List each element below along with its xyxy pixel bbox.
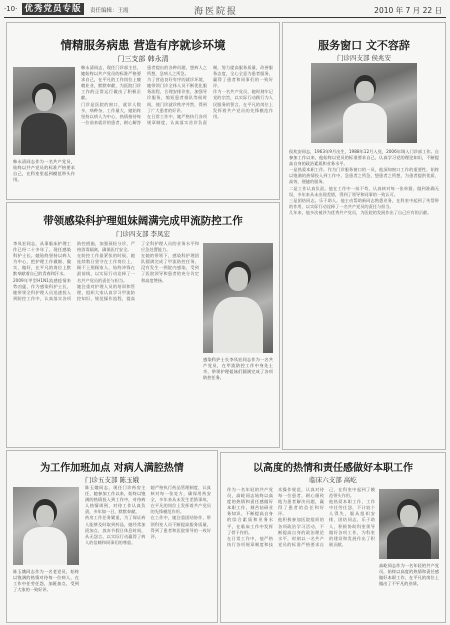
paragraph: 在日常工作中，她严格执行各项规章制度，认真落实首诊负责制，努力提高服务质量，改善服务态度，全心全意为患者服务，赢得了患者和同事们的一致好评。	[147, 65, 273, 125]
paragraph: 门诊是医院的窗口，就诊人数多，病种杂，工作量大，她始终坚持以病人为中心，热情接待每一位前来就诊的患者，耐心解答患者提出的各种问题，想病人之所想，急病人之所急。	[81, 65, 207, 125]
paragraph: 三是团结同志，乐于助人。他主动帮助新同志熟悉业务，在科室中起到了传帮带的作用，以实际行动诠释了一名共产党员的责任与担当。	[289, 197, 439, 209]
article-title: 情精服务病患 营造有序就诊环境	[60, 38, 226, 52]
paragraph: 一是热爱本职工作。作为门诊服务窗口的一员，他深知窗口工作的重要性，始终以饱满的热情投入到工作中，急患者之所急，想患者之所想，为患者提供优质、高效、便捷的服务。	[289, 167, 439, 185]
section-tag: 优秀党员专版	[22, 3, 84, 15]
article-title: 带领感染科护理姐妹阔满完成甲流防控工作	[43, 215, 243, 227]
author-photo	[13, 487, 79, 565]
article-4	[6, 450, 218, 623]
editor-credit: 责任编辑：王霞	[90, 8, 129, 14]
paragraph: 在防控工作最紧张的时候，她连续数日坚守在工作岗位上，顾不上照顾家人，始终冲锋在最前线，以实际行动诠释了一名共产党员的责任与担当。	[77, 253, 135, 283]
article-body	[13, 241, 199, 441]
paragraph: 在工作中，她注重团结协作，带领科室人员不断提高服务质量，得到了患者和医院领导的一致好评。	[150, 515, 211, 539]
photo-caption: 高屹同志作为一名年轻的共产党员，始终以高度的热情和责任感做好本职工作，在平凡的岗位上做出了不平凡的业绩。	[379, 563, 439, 586]
article-title: 服务窗口 文不容辞	[318, 39, 410, 52]
article-body	[85, 485, 211, 617]
article-byline: 门诊五支部 陈玉娥	[84, 476, 140, 484]
paragraph: 作为一名共产党员，她时刻牢记党的宗旨，以实际行动践行为人民服务的誓言，在平凡的岗位上发挥着共产党员的先锋模范作用。	[213, 89, 273, 119]
article-title: 为工作加班加点 对病人满腔热情	[40, 463, 184, 474]
paragraph: 她注重对护理人员的培训和管理，组织大家认真学习甲流防控知识，规范操作流程，提高了全科护理人员的业务水平和应急处置能力。	[77, 241, 199, 301]
paragraph: 几年来，他多次被评为优秀共产党员，为医院的发展作出了自己应有的贡献。	[289, 209, 432, 215]
author-photo	[203, 243, 273, 353]
paragraph: 2009年甲型H1N1流感疫情来势凶猛，作为感染科护士长，她带领全科护理人员迅速投入到防控工作中，认真落实各项防控措施，加强预检分诊，严格消毒隔离，确保医疗安全。	[13, 241, 135, 301]
article-title: 以高度的热情和责任感做好本职工作	[253, 463, 413, 474]
paper-name: 海医院报	[194, 7, 239, 17]
paragraph: 侯兆安同志，1963年9月出生，1988年12月入党，2006年调入门诊部工作。自参加工作以来，他始终以党员的标准要求自己，认真学习党的理论知识，不断提高自身的政治素质和业务水平。	[289, 149, 439, 167]
photo-caption: 陈玉娥同志作为一名老党员，始终以饱满的热情对待每一位病人，在工作中任劳任怨，加班加点，受到了大家的一致好评。	[13, 569, 79, 592]
paragraph: 韩永清同志，现任门诊部主任，她始终以共产党员的标准严格要求自己，在平凡的工作岗位上兢兢业业，默默奉献，为医院门诊工作的正常运行做出了积极贡献。	[81, 65, 141, 101]
author-photo	[379, 489, 439, 559]
article-byline: 临床六支部 高屹	[309, 476, 357, 484]
paragraph: 他热爱本职工作，工作中任劳任怨，不计较个人得失，服从组织安排，团结同志，乐于助人，积极协助科室领导做好各项工作，为科室的建设和发展作出了积极贡献。	[329, 499, 375, 547]
paragraph: 在她的带领下，感染科护理团队圆满完成了甲流防控任务，没有发生一例院内感染，受到了医院领导和患者的充分肯定和高度赞扬。	[141, 253, 199, 283]
article-body	[81, 65, 273, 195]
article-2	[282, 22, 446, 450]
article-body	[227, 487, 375, 617]
photo-caption: 韩永清同志作为一名共产党员，始终以共产党员的标准严格要求自己，在科室里起到模范带头作用。	[13, 159, 75, 182]
article-byline: 门三支部 韩永清	[117, 55, 169, 63]
article-byline: 门诊四支部 李凤宏	[115, 230, 171, 238]
issue-date: 2010 年 7 月 22 日	[374, 6, 442, 15]
paragraph: 他积极参加医院组织的各项政治学习活动，不断提高自身的政治理论水平，时刻以一名共产党员的标准严格要求自己，在科室中起到了模范带头作用。	[278, 487, 375, 547]
article-1	[6, 22, 280, 200]
author-photo	[13, 67, 75, 155]
paragraph: 陈玉娥同志，现任门诊药房主任，她参加工作以来，始终以饱满的热情投入到工作中，对待病人热情周到，对待工作认真负责，多年如一日，默默奉献。	[85, 485, 146, 515]
article-byline: 门诊四支部 侯兆安	[336, 54, 392, 62]
paragraph: 她严格执行药品管理制度，认真核对每一张处方，确保用药安全，多年来从未发生差错事故，在平凡的岗位上发挥着共产党员的先锋模范作用。	[150, 485, 211, 515]
paragraph: 李凤宏同志，从事临床护理工作已经二十多年了，现任感染科护士长。她始终坚持以病人为中心，把护理工作做细、做实、做好，在平凡的岗位上默默奉献着自己的青春和汗水。	[13, 241, 71, 277]
paragraph: 为了营造良好有序的就诊环境，她带领门诊全体人员不断优化服务流程，合理安排诊室，加强导诊服务，缩短患者排队等候时间，使门诊就诊秩序井然，得到了广大患者的好评。	[147, 77, 207, 113]
article-3	[6, 202, 280, 448]
page-number: ·10·	[4, 5, 18, 13]
paragraph: 作为一名年轻的共产党员，高屹同志始终以高度的热情和责任感做好本职工作，刻苦钻研业务知识，不断提高自身的综合素质和业务水平，在临床工作中发挥了骨干作用。	[227, 487, 273, 535]
paragraph: 药房工作任务繁重，为了保证病人能够及时取到药品，她经常加班加点，放弃节假日休息时间，从无怨言，以实际行动赢得了病人的信赖和同事们的尊重。	[85, 515, 146, 545]
article-5	[220, 452, 446, 623]
author-photo	[311, 63, 417, 143]
masthead	[4, 3, 446, 18]
article-body	[289, 149, 439, 443]
photo-caption: 感染科护士长李凤宏同志作为一名共产党员，在甲流防控工作中身先士卒，带领护理姐妹们圆满完成了各项防控任务。	[203, 357, 273, 380]
paragraph: 二是工作认真负责。他在工作中一丝不苟，认真核对每一张单据，做到准确无误，多年来从未出现差错，得到了领导和同事的一致认可。	[289, 185, 439, 197]
paragraph: 在日常工作中，他严格执行各项规章制度和技术操作规范，认真对待每一位患者，耐心细致地为患者解决问题，赢得了患者的信任和好评。	[227, 487, 324, 547]
